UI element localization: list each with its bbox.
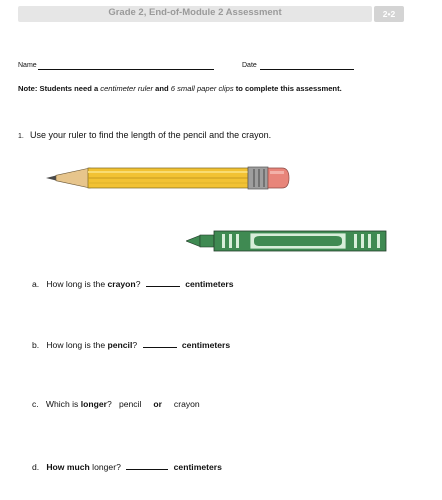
pencil-image xyxy=(44,162,294,190)
part-b-unit: centimeters xyxy=(181,340,231,350)
part-d-answer-blank[interactable] xyxy=(126,460,168,470)
question-1 xyxy=(18,130,271,140)
part-a-unit: centimeters xyxy=(185,279,234,289)
part-d-post: longer? xyxy=(89,462,121,472)
part-b-pre: How long is the xyxy=(46,340,108,350)
note-suffix: to complete this assessment. xyxy=(233,84,342,93)
question-text: Use your ruler to find the length of the pencil and the crayon. xyxy=(30,130,272,140)
part-c xyxy=(32,399,200,409)
or-label: or xyxy=(153,399,162,409)
part-a xyxy=(32,277,234,289)
date-label: Date xyxy=(242,62,257,69)
part-c-post: ? xyxy=(106,399,112,409)
part-d-bold: How much xyxy=(46,462,90,472)
note-item-paperclips: 6 small paper clips xyxy=(170,84,234,93)
module-badge: 2•2 xyxy=(374,6,404,22)
note-prefix: Note: Students need a xyxy=(18,84,101,93)
option-pencil[interactable]: pencil xyxy=(118,399,142,409)
option-crayon[interactable]: crayon xyxy=(173,399,200,409)
part-d xyxy=(32,460,222,472)
part-b-bold: pencil xyxy=(107,340,133,350)
part-b xyxy=(32,338,230,350)
part-a-letter: a. xyxy=(32,279,40,289)
part-d-unit: centimeters xyxy=(173,462,222,472)
crayon-image xyxy=(186,228,392,254)
note-item-ruler: centimeter ruler xyxy=(100,84,154,93)
note-middle: and xyxy=(153,84,171,93)
part-a-answer-blank[interactable] xyxy=(146,277,180,287)
page-title: Grade 2, End-of-Module 2 Assessment xyxy=(108,7,282,18)
part-b-post: ? xyxy=(132,340,138,350)
part-c-bold: longer xyxy=(80,399,107,409)
part-b-answer-blank[interactable] xyxy=(143,338,177,348)
part-a-bold: crayon xyxy=(107,279,136,289)
date-field[interactable] xyxy=(260,69,354,70)
materials-note xyxy=(18,84,342,93)
part-c-letter: c. xyxy=(32,399,39,409)
part-c-pre: Which is xyxy=(45,399,81,409)
part-b-letter: b. xyxy=(32,340,40,350)
question-number: 1. xyxy=(18,133,24,140)
part-a-post: ? xyxy=(135,279,141,289)
name-field[interactable] xyxy=(38,69,214,70)
part-d-letter: d. xyxy=(32,462,40,472)
name-label: Name xyxy=(18,62,37,69)
part-a-pre: How long is the xyxy=(46,279,108,289)
